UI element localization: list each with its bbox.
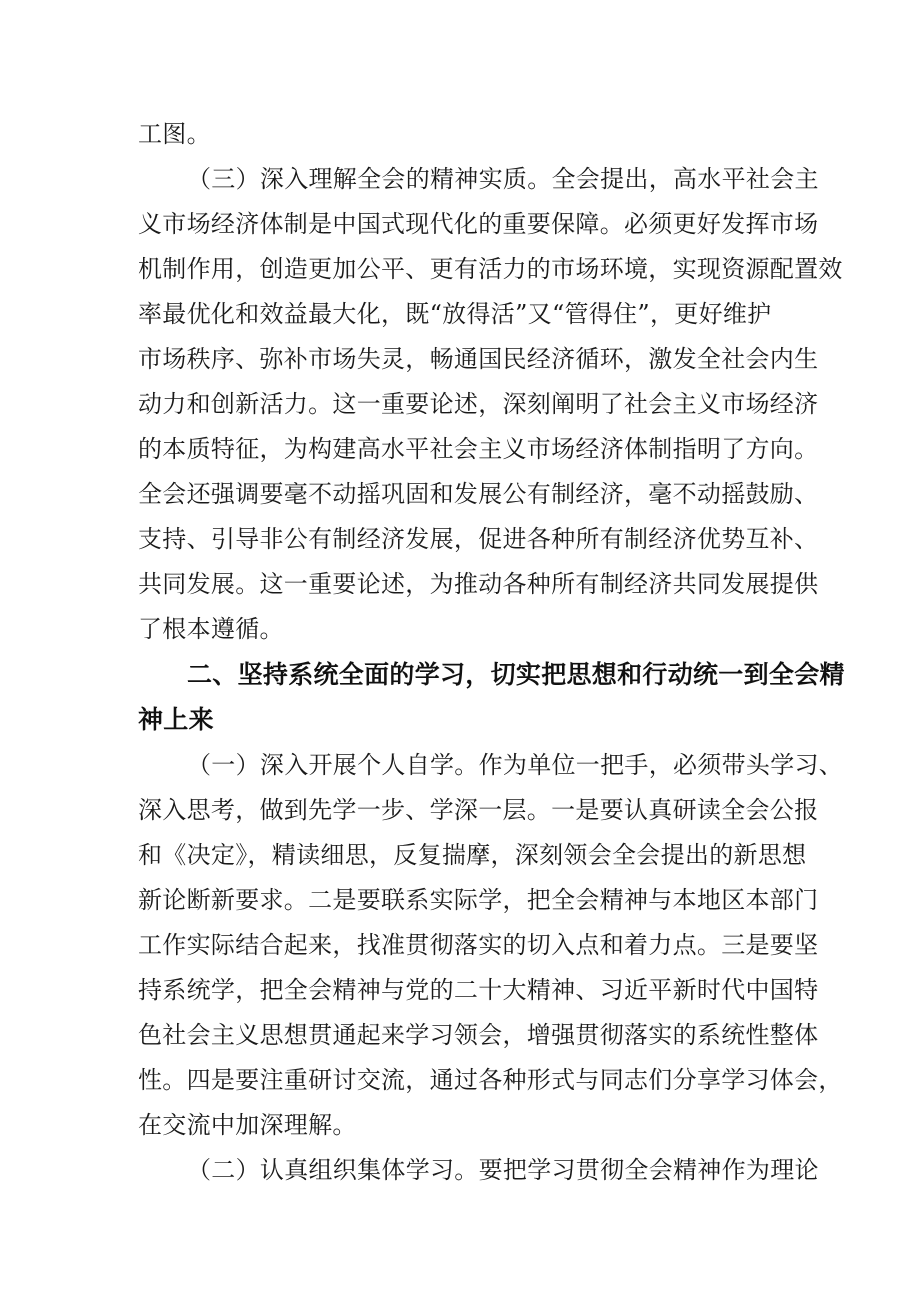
section-heading-continued: 神上来 <box>138 705 214 734</box>
text-line: 机制作用，创造更加公平、更有活力的市场环境，实现资源配置效 <box>138 255 843 283</box>
text-line: 率最优化和效益最大化，既“放得活”又“管得住”，更好维护 <box>138 300 772 328</box>
text-line: 新论断新要求。二是要联系实际学，把全会精神与本地区本部门 <box>138 886 819 914</box>
text-line: 的本质特征，为构建高水平社会主义市场经济体制指明了方向。 <box>138 435 819 463</box>
text-line: 全会还强调要毫不动摇巩固和发展公有制经济，毫不动摇鼓励、 <box>138 480 819 508</box>
text-line: 工作实际结合起来，找准贯彻落实的切入点和着力点。三是要坚 <box>138 931 819 959</box>
text-line: 持系统学，把全会精神与党的二十大精神、习近平新时代中国特 <box>138 976 819 1004</box>
text-line: 共同发展。这一重要论述，为推动各种所有制经济共同发展提供 <box>138 570 819 598</box>
text-line: 义市场经济体制是中国式现代化的重要保障。必须更好发挥市场 <box>138 210 819 238</box>
subsection-1-paragraph-start: （一）深入开展个人自学。作为单位一把手，必须带头学习、 <box>187 751 844 779</box>
text-line: 深入思考，做到先学一步、学深一层。一是要认真研读全会公报 <box>138 796 819 824</box>
text-line: 性。四是要注重研讨交流，通过各种形式与同志们分享学习体会， <box>138 1066 843 1094</box>
text-line: 色社会主义思想贯通起来学习领会，增强贯彻落实的系统性整体 <box>138 1021 819 1049</box>
text-line: 市场秩序、弥补市场失灵，畅通国民经济循环，激发全社会内生 <box>138 345 819 373</box>
text-line: 支持、引导非公有制经济发展，促进各种所有制经济优势互补、 <box>138 525 819 553</box>
subsection-2-paragraph-start: （二）认真组织集体学习。要把学习贯彻全会精神作为理论 <box>187 1156 819 1184</box>
text-line: 动力和创新活力。这一重要论述，深刻阐明了社会主义市场经济 <box>138 390 819 418</box>
text-line: 在交流中加深理解。 <box>138 1111 357 1139</box>
section-heading: 二、坚持系统全面的学习，切实把思想和行动统一到全会精 <box>187 660 845 689</box>
text-line: 和《决定》，精读细思，反复揣摩，深刻领会全会提出的新思想 <box>138 841 807 869</box>
text-line: 工图。 <box>138 120 211 148</box>
section-3-paragraph-start: （三）深入理解全会的精神实质。全会提出，高水平社会主 <box>187 165 819 193</box>
text-line: 了根本遵循。 <box>138 615 284 643</box>
